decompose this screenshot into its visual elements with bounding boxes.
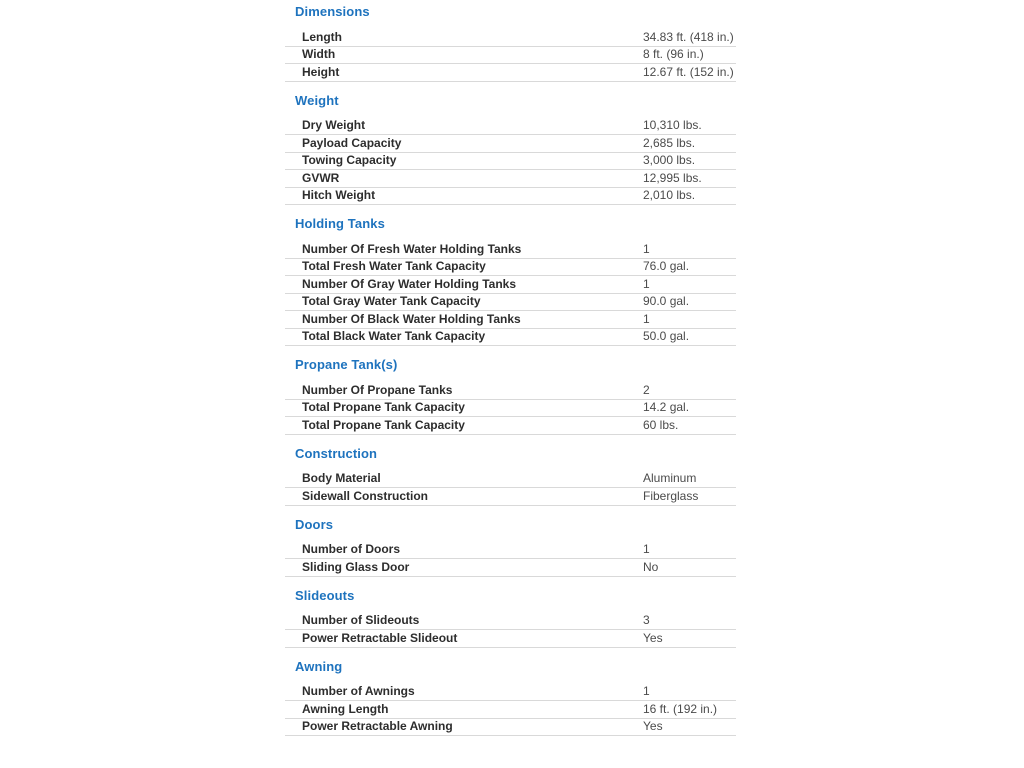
spec-row bbox=[285, 719, 736, 737]
spec-section bbox=[285, 216, 736, 346]
spec-value: Yes bbox=[643, 630, 663, 645]
spec-section bbox=[285, 659, 736, 737]
section-rows bbox=[285, 382, 736, 435]
spec-value: 90.0 gal. bbox=[643, 294, 690, 309]
spec-section bbox=[285, 517, 736, 577]
spec-value: 12,995 lbs. bbox=[643, 170, 702, 185]
spec-row bbox=[285, 417, 736, 435]
spec-label: Number of Slideouts bbox=[302, 613, 420, 628]
spec-value: No bbox=[643, 559, 659, 574]
spec-value: Fiberglass bbox=[643, 488, 699, 503]
section-rows bbox=[285, 241, 736, 346]
spec-value: 16 ft. (192 in.) bbox=[643, 701, 718, 716]
spec-value: 76.0 gal. bbox=[643, 259, 690, 274]
spec-value: 34.83 ft. (418 in.) bbox=[643, 29, 734, 44]
spec-section bbox=[285, 93, 736, 206]
spec-value: 50.0 gal. bbox=[643, 329, 690, 344]
section-title: Dimensions bbox=[295, 4, 370, 19]
spec-row bbox=[285, 488, 736, 506]
spec-label: Towing Capacity bbox=[302, 153, 397, 168]
spec-value: 2,685 lbs. bbox=[643, 135, 696, 150]
spec-value: 14.2 gal. bbox=[643, 400, 690, 415]
spec-row bbox=[285, 684, 736, 702]
spec-value: 8 ft. (96 in.) bbox=[643, 47, 704, 62]
spec-row bbox=[285, 613, 736, 631]
spec-label: Total Gray Water Tank Capacity bbox=[302, 294, 481, 309]
spec-row bbox=[285, 241, 736, 259]
specifications-panel bbox=[285, 4, 736, 747]
spec-row bbox=[285, 329, 736, 347]
spec-section bbox=[285, 588, 736, 648]
spec-label: Payload Capacity bbox=[302, 135, 402, 150]
spec-value: 1 bbox=[643, 542, 650, 557]
spec-row bbox=[285, 170, 736, 188]
spec-row bbox=[285, 135, 736, 153]
spec-label: Dry Weight bbox=[302, 118, 366, 133]
section-title: Slideouts bbox=[295, 587, 355, 603]
spec-label: Awning Length bbox=[302, 701, 389, 716]
spec-row bbox=[285, 400, 736, 418]
spec-value: 1 bbox=[643, 311, 650, 326]
section-title: Propane Tank(s) bbox=[295, 357, 398, 372]
spec-label: Number of Doors bbox=[302, 542, 401, 557]
spec-row bbox=[285, 188, 736, 206]
spec-value: 3,000 lbs. bbox=[643, 153, 696, 168]
spec-label: Power Retractable Awning bbox=[302, 719, 453, 734]
spec-row bbox=[285, 294, 736, 312]
spec-label: Hitch Weight bbox=[302, 188, 376, 203]
section-rows bbox=[285, 118, 736, 206]
spec-value: 60 lbs. bbox=[643, 417, 679, 432]
spec-value: 3 bbox=[643, 613, 650, 628]
spec-label: Number Of Gray Water Holding Tanks bbox=[302, 276, 517, 291]
section-title: Weight bbox=[295, 92, 339, 108]
spec-row bbox=[285, 382, 736, 400]
spec-row bbox=[285, 701, 736, 719]
spec-row bbox=[285, 259, 736, 277]
spec-value: 1 bbox=[643, 276, 650, 291]
spec-row bbox=[285, 153, 736, 171]
section-title: Awning bbox=[295, 658, 343, 674]
spec-value: Yes bbox=[643, 719, 663, 734]
spec-row bbox=[285, 542, 736, 560]
section-rows bbox=[285, 613, 736, 648]
spec-label: Height bbox=[302, 64, 340, 79]
spec-label: Number Of Propane Tanks bbox=[302, 382, 453, 397]
spec-value: 10,310 lbs. bbox=[643, 118, 702, 133]
spec-row bbox=[285, 311, 736, 329]
section-rows bbox=[285, 29, 736, 82]
spec-value: 2,010 lbs. bbox=[643, 188, 696, 203]
spec-label: Sliding Glass Door bbox=[302, 559, 410, 574]
spec-row bbox=[285, 118, 736, 136]
spec-label: Number Of Black Water Holding Tanks bbox=[302, 311, 521, 326]
spec-value: Aluminum bbox=[643, 471, 697, 486]
spec-label: Total Black Water Tank Capacity bbox=[302, 329, 486, 344]
spec-label: Total Fresh Water Tank Capacity bbox=[302, 259, 486, 274]
spec-label: Power Retractable Slideout bbox=[302, 630, 458, 645]
spec-label: Total Propane Tank Capacity bbox=[302, 417, 465, 432]
section-rows bbox=[285, 542, 736, 577]
section-title: Construction bbox=[295, 445, 378, 461]
section-title: Holding Tanks bbox=[295, 216, 385, 231]
section-title: Doors bbox=[295, 516, 334, 532]
spec-row bbox=[285, 29, 736, 47]
spec-label: Number of Awnings bbox=[302, 684, 415, 699]
spec-value: 1 bbox=[643, 241, 650, 256]
spec-row bbox=[285, 47, 736, 65]
spec-label: Sidewall Construction bbox=[302, 488, 429, 503]
spec-value: 1 bbox=[643, 684, 650, 699]
spec-label: Length bbox=[302, 29, 342, 44]
spec-value: 12.67 ft. (152 in.) bbox=[643, 64, 734, 79]
section-rows bbox=[285, 471, 736, 506]
spec-section bbox=[285, 446, 736, 506]
spec-label: Body Material bbox=[302, 471, 381, 486]
spec-row bbox=[285, 64, 736, 82]
spec-label: Width bbox=[302, 47, 336, 62]
spec-row bbox=[285, 630, 736, 648]
spec-label: Number Of Fresh Water Holding Tanks bbox=[302, 241, 522, 256]
spec-row bbox=[285, 559, 736, 577]
spec-value: 2 bbox=[643, 382, 650, 397]
spec-section bbox=[285, 4, 736, 82]
spec-row bbox=[285, 471, 736, 489]
spec-row bbox=[285, 276, 736, 294]
spec-label: GVWR bbox=[302, 170, 340, 185]
spec-section bbox=[285, 357, 736, 435]
spec-label: Total Propane Tank Capacity bbox=[302, 400, 465, 415]
section-rows bbox=[285, 684, 736, 737]
